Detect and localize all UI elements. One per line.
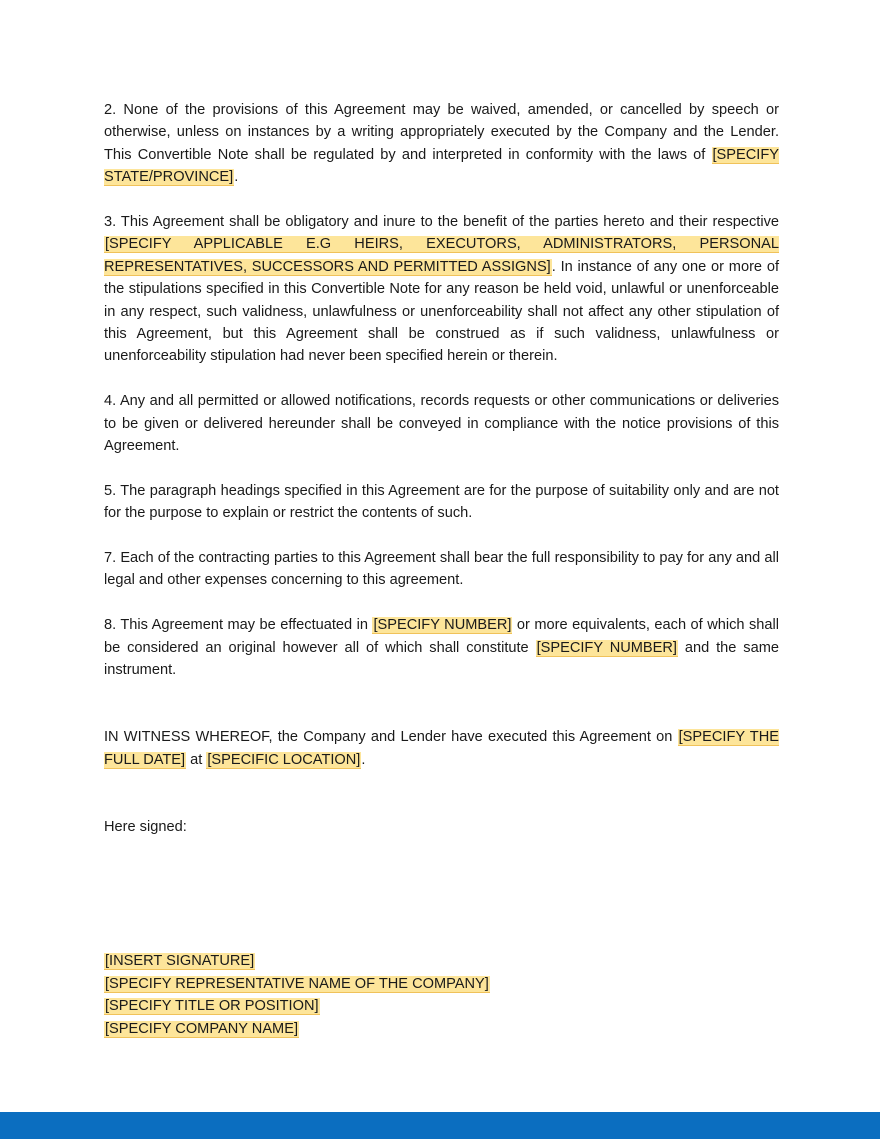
witness-end: . xyxy=(361,751,366,768)
paragraph-2 xyxy=(104,99,779,189)
paragraph-8-middle: or more equivalents, each of which shall be considered an original however all of which shall constitute xyxy=(104,617,779,656)
placeholder-company-name: [SPECIFY COMPANY NAME] xyxy=(105,1020,299,1037)
witness-text: IN WITNESS WHEREOF, the Company and Lender have executed this Agreement on xyxy=(104,729,678,746)
witness-at: at xyxy=(186,751,207,768)
signature-line xyxy=(104,950,779,972)
paragraph-5: 5. The paragraph headings specified in this Agreement are for the purpose of suitability only and are not for the purpose to explain or restrict the contents of such. xyxy=(104,482,779,522)
placeholder-state-province: [SPECIFY STATE/PROVINCE] xyxy=(104,146,779,186)
paragraph-7: 7. Each of the contracting parties to this Agreement shall bear the full responsibility to pay for any and all legal and other expenses concerning to this agreement. xyxy=(104,550,779,589)
paragraph-3 xyxy=(104,211,779,368)
paragraph-8-end: and the same instrument. xyxy=(104,639,779,679)
paragraph-8 xyxy=(104,614,779,681)
placeholder-representative-name: [SPECIFY REPRESENTATIVE NAME OF THE COMPANY] xyxy=(105,975,489,992)
paragraph-4: 4. Any and all permitted or allowed notifications, records requests or other communications or deliveries to be given or delivered hereunder shall be conveyed in compliance with the notice provisions of this Agreement. xyxy=(104,393,779,455)
paragraph-3-text: 3. This Agreement shall be obligatory and inure to the benefit of the parties hereto and their respective xyxy=(104,214,779,231)
footer-bar xyxy=(0,1112,880,1139)
paragraph-2-text: 2. None of the provisions of this Agreement may be waived, amended, or cancelled by speech or otherwise, unless on instances by a writing appropriately executed by the Company and the Lender. This Convertible Note shall be regulated by and interpreted in conformity with the laws of xyxy=(104,102,779,163)
paragraph-2-end: . xyxy=(234,169,239,186)
title-line xyxy=(104,995,779,1017)
representative-name-line xyxy=(104,973,779,995)
placeholder-full-date: [SPECIFY THE FULL DATE] xyxy=(104,729,779,768)
signature-block xyxy=(104,950,779,1040)
company-name-line xyxy=(104,1018,779,1040)
paragraph-8-text: 8. This Agreement may be effectuated in xyxy=(104,617,373,634)
paragraph-3-rest: . In instance of any one or more of the stipulations specified in this Convertible Note for any reason be held void, unlawful or unenforceable in any respect, such validness, unlawfulness or unenforceability shall not affect any other stipulation of this Agreement, but this Agreement shall be construed as if such validness, unlawfulness or unenforceability stipulation had never been specified herein or therein. xyxy=(104,258,779,365)
document-body xyxy=(104,99,779,1040)
signed-label: Here signed: xyxy=(104,818,187,835)
placeholder-title: [SPECIFY TITLE OR POSITION] xyxy=(105,998,319,1015)
placeholder-location: [SPECIFIC LOCATION] xyxy=(207,751,361,768)
placeholder-number-1: [SPECIFY NUMBER] xyxy=(373,617,512,634)
placeholder-signature: [INSERT SIGNATURE] xyxy=(105,953,255,970)
witness-paragraph xyxy=(104,726,779,771)
placeholder-number-2: [SPECIFY NUMBER] xyxy=(536,639,677,656)
placeholder-applicable-parties: [SPECIFY APPLICABLE E.G HEIRS, EXECUTORS, ADMINISTRATORS, PERSONAL REPRESENTATIVES, SUCCESSORS AND PERMITTED ASSIGNS] xyxy=(104,236,779,275)
